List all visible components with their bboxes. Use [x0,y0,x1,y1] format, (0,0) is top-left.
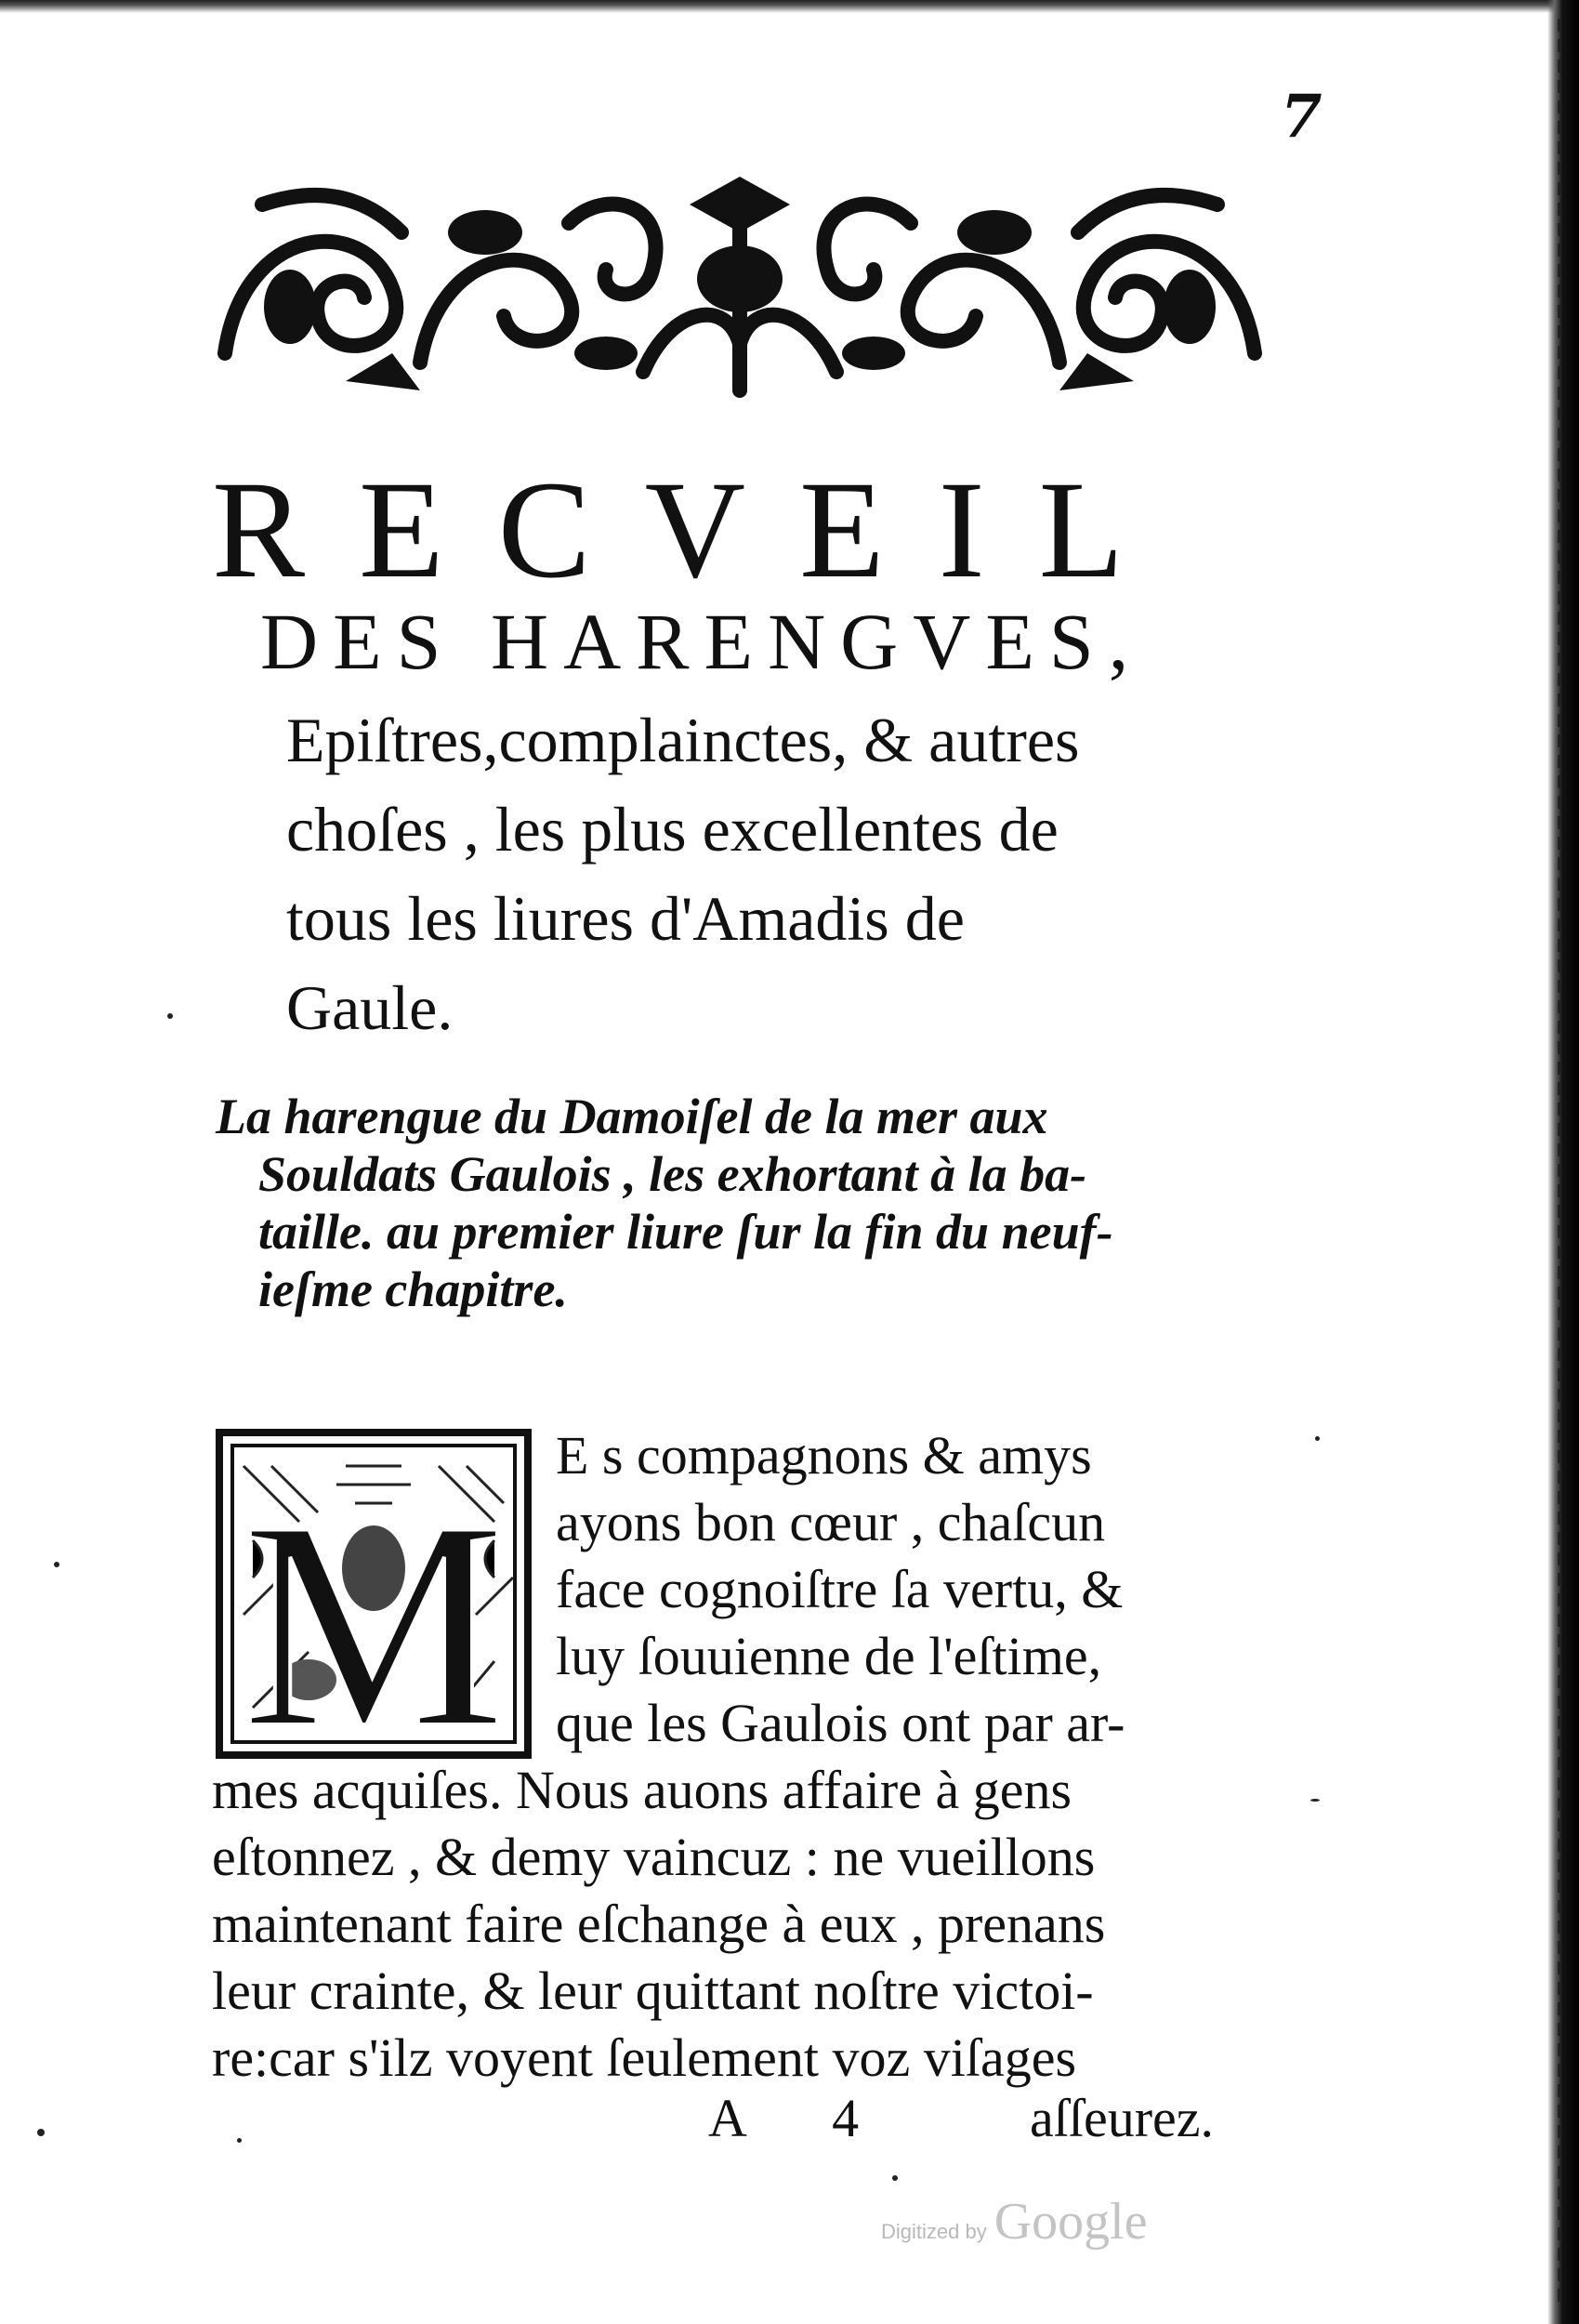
chapter-rubric [216,1088,1266,1318]
title-line: tous les liures d'Amadis de [286,883,965,954]
body-line: leur crainte, & leur quittant noſtre victoi- [212,1961,1094,2021]
body-text-beside-initial [556,1422,1271,1757]
scan-gutter-line [1558,19,1560,2305]
signature-mark: A 4 [708,2088,897,2148]
title-subtitle: DES HARENGVES, [260,597,1144,686]
rubric-line: Souldats Gaulois , les exhortant à la ba- [258,1146,1087,1202]
headpiece-ornament-icon [206,167,1273,404]
digitized-watermark [881,2192,1148,2251]
scan-speck [37,2129,45,2136]
initial-letter: M [241,1460,507,1759]
title-line: Epiſtres,complainctes, & autres [286,705,1080,775]
body-line: face cognoiſtre ſa vertu, & [556,1559,1124,1619]
body-line: luy ſouuienne de l'eſtime, [556,1626,1102,1686]
scan-speck [54,1562,59,1567]
scan-speck [167,1013,173,1019]
body-line: que les Gaulois ont par ar- [556,1693,1125,1753]
google-logo: Google [993,2193,1148,2251]
page-number: 7 [1281,82,1322,152]
body-text [212,1757,1271,2092]
scan-speck [892,2175,898,2181]
body-line: eſtonnez , & demy vaincuz : ne vueillons [212,1827,1096,1887]
body-line: maintenant faire eſchange à eux , prenans [212,1894,1106,1954]
rubric-line: taille. au premier liure ſur la fin du neuf- [258,1204,1113,1260]
body-line: ayons bon cœur , chaſcun [556,1492,1106,1552]
body-line: mes acquiſes. Nous auons affaire à gens [212,1760,1072,1820]
scan-speck [1310,1799,1320,1802]
scan-speck [1315,1436,1320,1441]
scan-edge-right [1547,0,1579,2324]
title-description [286,695,1271,1052]
decorated-initial-icon [216,1429,532,1759]
catchword: aſſeurez. [1030,2088,1215,2148]
title-main: RECVEIL [212,453,1178,607]
rubric-line: La harengue du Damoiſel de la mer aux [216,1089,1048,1144]
body-line: E s compagnons & amys [556,1425,1092,1486]
body-line: re:car s'ilz voyent ſeulement voz viſages [212,2027,1077,2088]
watermark-label: Digitized by [881,2220,987,2243]
scan-edge-top [0,0,1579,13]
title-line: Gaule. [286,972,454,1043]
title-line: choſes , les plus excellentes de [286,794,1059,865]
rubric-line: ieſme chapitre. [258,1261,568,1317]
scan-speck [237,2138,242,2143]
